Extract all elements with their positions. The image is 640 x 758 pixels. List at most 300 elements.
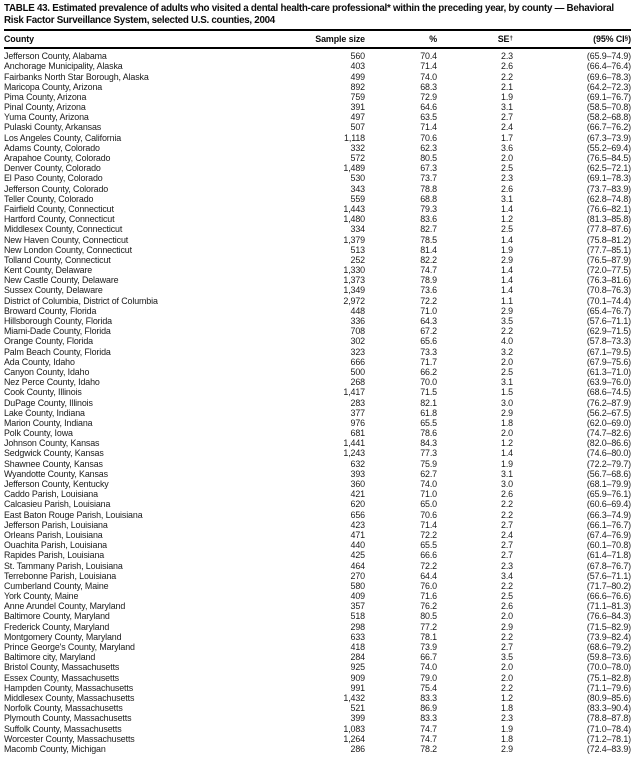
county-cell: New Haven County, Connecticut bbox=[4, 234, 129, 245]
sample-size-cell: 1,243 bbox=[343, 448, 365, 459]
county-cell: Terrebonne Parish, Louisiana bbox=[4, 570, 117, 581]
county-cell: Palm Beach County, Florida bbox=[4, 346, 111, 357]
table-header bbox=[4, 31, 631, 48]
county-cell: Middlesex County, Connecticut bbox=[4, 224, 123, 235]
ci-cell: (72.0–77.5) bbox=[586, 265, 631, 276]
se-cell: 1.1 bbox=[501, 295, 513, 306]
table-row bbox=[4, 540, 631, 550]
ci-cell: (72.4–83.9) bbox=[586, 743, 631, 754]
county-cell: Teller County, Colorado bbox=[4, 193, 94, 204]
col-header-ci-suffix: ) bbox=[628, 34, 631, 45]
percent-cell: 74.0 bbox=[420, 662, 437, 673]
percent-cell: 68.8 bbox=[420, 193, 437, 204]
ci-cell: (66.4–76.4) bbox=[586, 61, 631, 72]
sample-size-cell: 708 bbox=[350, 326, 365, 337]
county-cell: Miami-Dade County, Florida bbox=[4, 326, 111, 337]
se-cell: 2.9 bbox=[501, 621, 513, 632]
table-row bbox=[4, 652, 631, 662]
ci-cell: (58.2–68.8) bbox=[586, 112, 631, 123]
sample-size-cell: 448 bbox=[350, 305, 365, 316]
ci-cell: (75.1–82.8) bbox=[586, 672, 631, 683]
county-cell: Denver County, Colorado bbox=[4, 163, 101, 174]
county-cell: Orleans Parish, Louisiana bbox=[4, 529, 103, 540]
se-cell: 2.5 bbox=[501, 163, 513, 174]
ci-cell: (55.2–69.4) bbox=[586, 142, 631, 153]
county-cell: Adams County, Colorado bbox=[4, 142, 100, 153]
se-cell: 2.0 bbox=[501, 356, 513, 367]
se-cell: 2.0 bbox=[501, 153, 513, 164]
county-cell: Worcester County, Massachusetts bbox=[4, 733, 135, 744]
sample-size-cell: 632 bbox=[350, 458, 365, 469]
county-cell: New Castle County, Delaware bbox=[4, 275, 119, 286]
ci-cell: (73.9–82.4) bbox=[586, 631, 631, 642]
sample-size-cell: 499 bbox=[350, 71, 365, 82]
ci-cell: (76.6–82.1) bbox=[586, 203, 631, 214]
se-cell: 1.9 bbox=[501, 244, 513, 255]
ci-cell: (56.2–67.5) bbox=[586, 407, 631, 418]
se-cell: 3.2 bbox=[501, 346, 513, 357]
county-cell: Ada County, Idaho bbox=[4, 356, 75, 367]
ci-cell: (60.6–69.4) bbox=[586, 499, 631, 510]
percent-cell: 64.3 bbox=[420, 316, 437, 327]
sample-size-cell: 507 bbox=[350, 122, 365, 133]
col-header-ci bbox=[513, 31, 631, 48]
sample-size-cell: 518 bbox=[350, 611, 365, 622]
table-row bbox=[4, 275, 631, 285]
table-row bbox=[4, 122, 631, 132]
percent-cell: 72.2 bbox=[420, 529, 437, 540]
sample-size-cell: 666 bbox=[350, 356, 365, 367]
se-cell: 4.0 bbox=[501, 336, 513, 347]
table-row bbox=[4, 82, 631, 92]
sample-size-cell: 391 bbox=[350, 102, 365, 113]
table-body bbox=[4, 48, 631, 754]
ci-cell: (65.9–74.9) bbox=[586, 51, 631, 62]
county-cell: Rapides Parish, Louisiana bbox=[4, 550, 105, 561]
ci-cell: (62.8–74.8) bbox=[586, 193, 631, 204]
table-row bbox=[4, 316, 631, 326]
table-row bbox=[4, 673, 631, 683]
table-row bbox=[4, 245, 631, 255]
percent-cell: 71.4 bbox=[420, 122, 437, 133]
se-cell: 3.5 bbox=[501, 652, 513, 663]
ci-cell: (73.7–83.9) bbox=[586, 183, 631, 194]
county-cell: Montgomery County, Maryland bbox=[4, 631, 122, 642]
percent-cell: 65.6 bbox=[420, 336, 437, 347]
ci-cell: (56.7–68.6) bbox=[586, 468, 631, 479]
percent-cell: 73.3 bbox=[420, 346, 437, 357]
table-header-row bbox=[4, 31, 631, 48]
se-dagger-footnote-mark: † bbox=[509, 35, 513, 43]
se-cell: 1.4 bbox=[501, 448, 513, 459]
se-cell: 2.2 bbox=[501, 631, 513, 642]
sample-size-cell: 1,264 bbox=[343, 733, 365, 744]
se-cell: 2.9 bbox=[501, 407, 513, 418]
percent-cell: 66.2 bbox=[420, 366, 437, 377]
county-cell: Jefferson County, Alabama bbox=[4, 51, 107, 62]
se-cell: 2.3 bbox=[501, 51, 513, 62]
ci-cell: (69.1–78.3) bbox=[586, 173, 631, 184]
sample-size-cell: 334 bbox=[350, 224, 365, 235]
se-cell: 2.0 bbox=[501, 662, 513, 673]
county-cell: Bristol County, Massachusetts bbox=[4, 662, 120, 673]
se-cell: 1.2 bbox=[501, 438, 513, 449]
sample-size-cell: 284 bbox=[350, 652, 365, 663]
county-cell: Orange County, Florida bbox=[4, 336, 93, 347]
ci-cell: (66.6–76.6) bbox=[586, 591, 631, 602]
se-cell: 2.0 bbox=[501, 428, 513, 439]
table-row bbox=[4, 510, 631, 520]
county-cell: Sedgwick County, Kansas bbox=[4, 448, 104, 459]
sample-size-cell: 976 bbox=[350, 417, 365, 428]
percent-cell: 71.0 bbox=[420, 489, 437, 500]
ci-cell: (62.9–71.5) bbox=[586, 326, 631, 337]
table-row bbox=[4, 428, 631, 438]
col-header-county bbox=[4, 31, 269, 48]
table-row bbox=[4, 265, 631, 275]
county-cell: Cumberland County, Maine bbox=[4, 580, 109, 591]
sample-size-cell: 580 bbox=[350, 580, 365, 591]
ci-cell: (67.9–75.6) bbox=[586, 356, 631, 367]
se-cell: 1.4 bbox=[501, 203, 513, 214]
se-cell: 2.9 bbox=[501, 743, 513, 754]
sample-size-cell: 1,432 bbox=[343, 692, 365, 703]
county-cell: Nez Perce County, Idaho bbox=[4, 377, 100, 388]
sample-size-cell: 399 bbox=[350, 713, 365, 724]
table-row bbox=[4, 571, 631, 581]
sample-size-cell: 418 bbox=[350, 642, 365, 653]
county-cell: Essex County, Massachusetts bbox=[4, 672, 119, 683]
ci-cell: (61.3–71.0) bbox=[586, 366, 631, 377]
county-cell: Cook County, Illinois bbox=[4, 387, 82, 398]
sample-size-cell: 298 bbox=[350, 621, 365, 632]
sample-size-cell: 252 bbox=[350, 254, 365, 265]
county-cell: New London County, Connecticut bbox=[4, 244, 132, 255]
percent-cell: 74.0 bbox=[420, 479, 437, 490]
county-cell: Tolland County, Connecticut bbox=[4, 254, 111, 265]
percent-cell: 64.4 bbox=[420, 570, 437, 581]
percent-cell: 71.6 bbox=[420, 591, 437, 602]
county-cell: Ouachita Parish, Louisiana bbox=[4, 540, 107, 551]
ci-cell: (60.1–70.8) bbox=[586, 540, 631, 551]
ci-cell: (63.9–76.0) bbox=[586, 377, 631, 388]
col-header-se-label: SE bbox=[497, 34, 510, 45]
se-cell: 1.2 bbox=[501, 692, 513, 703]
county-cell: Shawnee County, Kansas bbox=[4, 458, 103, 469]
sample-size-cell: 393 bbox=[350, 468, 365, 479]
percent-cell: 65.5 bbox=[420, 417, 437, 428]
ci-cell: (62.0–69.0) bbox=[586, 417, 631, 428]
ci-cell: (69.6–78.3) bbox=[586, 71, 631, 82]
se-cell: 2.2 bbox=[501, 326, 513, 337]
sample-size-cell: 1,443 bbox=[343, 203, 365, 214]
sample-size-cell: 1,083 bbox=[343, 723, 365, 734]
table-row bbox=[4, 296, 631, 306]
table-row bbox=[4, 184, 631, 194]
county-cell: District of Columbia, District of Columbia bbox=[4, 295, 158, 306]
ci-cell: (57.6–71.1) bbox=[586, 316, 631, 327]
table-row bbox=[4, 520, 631, 530]
county-cell: El Paso County, Colorado bbox=[4, 173, 103, 184]
county-cell: Fairbanks North Star Borough, Alaska bbox=[4, 71, 149, 82]
table-row bbox=[4, 459, 631, 469]
se-cell: 1.4 bbox=[501, 234, 513, 245]
se-cell: 1.4 bbox=[501, 265, 513, 276]
ci-cell: (76.2–87.9) bbox=[586, 397, 631, 408]
se-cell: 2.0 bbox=[501, 672, 513, 683]
percent-cell: 70.0 bbox=[420, 377, 437, 388]
se-cell: 2.3 bbox=[501, 713, 513, 724]
ci-cell: (65.4–76.7) bbox=[586, 305, 631, 316]
col-header-county-label: County bbox=[4, 34, 34, 45]
table-row bbox=[4, 499, 631, 509]
table-row bbox=[4, 479, 631, 489]
county-cell: Jefferson County, Colorado bbox=[4, 183, 109, 194]
percent-cell: 72.2 bbox=[420, 295, 437, 306]
sample-size-cell: 530 bbox=[350, 173, 365, 184]
sample-size-cell: 464 bbox=[350, 560, 365, 571]
sample-size-cell: 357 bbox=[350, 601, 365, 612]
prevalence-table bbox=[4, 31, 631, 754]
col-header-sample-size bbox=[269, 31, 365, 48]
county-cell: Plymouth County, Massachusetts bbox=[4, 713, 132, 724]
se-cell: 2.7 bbox=[501, 540, 513, 551]
table-row bbox=[4, 347, 631, 357]
table-row bbox=[4, 336, 631, 346]
county-cell: Frederick County, Maryland bbox=[4, 621, 110, 632]
county-cell: Johnson County, Kansas bbox=[4, 438, 100, 449]
table-row bbox=[4, 408, 631, 418]
sample-size-cell: 1,379 bbox=[343, 234, 365, 245]
ci-cell: (71.5–82.9) bbox=[586, 621, 631, 632]
county-cell: Wyandotte County, Kansas bbox=[4, 468, 108, 479]
percent-cell: 82.7 bbox=[420, 224, 437, 235]
percent-cell: 67.3 bbox=[420, 163, 437, 174]
sample-size-cell: 423 bbox=[350, 519, 365, 530]
ci-cell: (69.1–76.7) bbox=[586, 91, 631, 102]
table-title: TABLE 43. Estimated prevalence of adults who visited a dental health-care professional* within the preceding year, by county — Behavioral Risk Factor Surveillance System, selected U.S. counties, 2004 bbox=[4, 3, 631, 31]
se-cell: 1.8 bbox=[501, 703, 513, 714]
se-cell: 2.2 bbox=[501, 499, 513, 510]
county-cell: St. Tammany Parish, Louisiana bbox=[4, 560, 123, 571]
table-row bbox=[4, 306, 631, 316]
table-row bbox=[4, 326, 631, 336]
ci-cell: (71.0–78.4) bbox=[586, 723, 631, 734]
percent-cell: 78.6 bbox=[420, 428, 437, 439]
percent-cell: 70.6 bbox=[420, 132, 437, 143]
sample-size-cell: 513 bbox=[350, 244, 365, 255]
county-cell: Jefferson County, Kentucky bbox=[4, 479, 109, 490]
table-row bbox=[4, 194, 631, 204]
table-row bbox=[4, 92, 631, 102]
county-cell: Canyon County, Idaho bbox=[4, 366, 90, 377]
table-row bbox=[4, 61, 631, 71]
percent-cell: 79.3 bbox=[420, 203, 437, 214]
county-cell: Maricopa County, Arizona bbox=[4, 81, 103, 92]
ci-cell: (67.8–76.7) bbox=[586, 560, 631, 571]
percent-cell: 82.2 bbox=[420, 254, 437, 265]
percent-cell: 70.4 bbox=[420, 51, 437, 62]
county-cell: Anchorage Municipality, Alaska bbox=[4, 61, 123, 72]
county-cell: Hillsborough County, Florida bbox=[4, 316, 112, 327]
sample-size-cell: 323 bbox=[350, 346, 365, 357]
table-row bbox=[4, 489, 631, 499]
sample-size-cell: 471 bbox=[350, 529, 365, 540]
se-cell: 2.4 bbox=[501, 122, 513, 133]
sample-size-cell: 425 bbox=[350, 550, 365, 561]
county-cell: Lake County, Indiana bbox=[4, 407, 85, 418]
percent-cell: 66.7 bbox=[420, 652, 437, 663]
county-cell: York County, Maine bbox=[4, 591, 79, 602]
ci-cell: (67.4–76.9) bbox=[586, 529, 631, 540]
table-row bbox=[4, 550, 631, 560]
sample-size-cell: 336 bbox=[350, 316, 365, 327]
se-cell: 2.6 bbox=[501, 489, 513, 500]
percent-cell: 83.3 bbox=[420, 692, 437, 703]
se-cell: 2.7 bbox=[501, 550, 513, 561]
percent-cell: 71.4 bbox=[420, 61, 437, 72]
county-cell: DuPage County, Illinois bbox=[4, 397, 93, 408]
percent-cell: 73.6 bbox=[420, 285, 437, 296]
table-row bbox=[4, 367, 631, 377]
se-cell: 3.0 bbox=[501, 397, 513, 408]
ci-cell: (70.1–74.4) bbox=[586, 295, 631, 306]
table-row bbox=[4, 642, 631, 652]
percent-cell: 65.0 bbox=[420, 499, 437, 510]
se-cell: 3.1 bbox=[501, 468, 513, 479]
ci-cell: (78.8–87.8) bbox=[586, 713, 631, 724]
table-row bbox=[4, 611, 631, 621]
sample-size-cell: 1,118 bbox=[344, 132, 365, 143]
sample-size-cell: 302 bbox=[350, 336, 365, 347]
sample-size-cell: 440 bbox=[350, 540, 365, 551]
se-cell: 2.2 bbox=[501, 71, 513, 82]
se-cell: 2.2 bbox=[501, 580, 513, 591]
table-row bbox=[4, 255, 631, 265]
county-cell: Pulaski County, Arkansas bbox=[4, 122, 102, 133]
se-cell: 2.5 bbox=[501, 366, 513, 377]
county-cell: East Baton Rouge Parish, Louisiana bbox=[4, 509, 143, 520]
ci-cell: (64.2–72.3) bbox=[586, 81, 631, 92]
se-cell: 3.4 bbox=[501, 570, 513, 581]
percent-cell: 78.2 bbox=[420, 743, 437, 754]
table-row bbox=[4, 622, 631, 632]
table-row bbox=[4, 632, 631, 642]
table-row bbox=[4, 734, 631, 744]
percent-cell: 71.7 bbox=[420, 356, 437, 367]
sample-size-cell: 1,441 bbox=[343, 438, 365, 449]
ci-cell: (76.5–87.9) bbox=[586, 254, 631, 265]
table-row bbox=[4, 234, 631, 244]
table-row bbox=[4, 591, 631, 601]
sample-size-cell: 521 bbox=[350, 703, 365, 714]
sample-size-cell: 1,373 bbox=[343, 275, 365, 286]
county-cell: Fairfield County, Connecticut bbox=[4, 203, 114, 214]
county-cell: Marion County, Indiana bbox=[4, 417, 93, 428]
table-row bbox=[4, 703, 631, 713]
ci-cell: (67.1–79.5) bbox=[586, 346, 631, 357]
ci-cell: (74.6–80.0) bbox=[586, 448, 631, 459]
sample-size-cell: 559 bbox=[350, 193, 365, 204]
percent-cell: 71.4 bbox=[420, 519, 437, 530]
ci-cell: (57.8–73.3) bbox=[586, 336, 631, 347]
sample-size-cell: 681 bbox=[350, 428, 365, 439]
table-row bbox=[4, 693, 631, 703]
sample-size-cell: 377 bbox=[350, 407, 365, 418]
ci-cell: (61.4–71.8) bbox=[586, 550, 631, 561]
se-cell: 2.0 bbox=[501, 611, 513, 622]
county-cell: Suffolk County, Massachusetts bbox=[4, 723, 122, 734]
percent-cell: 72.2 bbox=[420, 560, 437, 571]
table-row bbox=[4, 723, 631, 733]
table-row bbox=[4, 377, 631, 387]
table-row bbox=[4, 143, 631, 153]
ci-cell: (66.1–76.7) bbox=[586, 519, 631, 530]
table-row bbox=[4, 438, 631, 448]
sample-size-cell: 620 bbox=[350, 499, 365, 510]
ci-cell: (70.8–76.3) bbox=[586, 285, 631, 296]
sample-size-cell: 268 bbox=[350, 377, 365, 388]
county-cell: Jefferson Parish, Louisiana bbox=[4, 519, 108, 530]
sample-size-cell: 283 bbox=[350, 397, 365, 408]
percent-cell: 73.7 bbox=[420, 173, 437, 184]
sample-size-cell: 360 bbox=[350, 479, 365, 490]
county-cell: Macomb County, Michigan bbox=[4, 743, 106, 754]
ci-cell: (68.6–74.5) bbox=[586, 387, 631, 398]
percent-cell: 79.0 bbox=[420, 672, 437, 683]
percent-cell: 71.5 bbox=[420, 387, 437, 398]
ci-cell: (58.5–70.8) bbox=[586, 102, 631, 113]
table-row bbox=[4, 71, 631, 81]
percent-cell: 68.3 bbox=[420, 81, 437, 92]
table-row bbox=[4, 153, 631, 163]
percent-cell: 74.7 bbox=[420, 733, 437, 744]
ci-cell: (77.8–87.6) bbox=[586, 224, 631, 235]
se-cell: 3.1 bbox=[501, 193, 513, 204]
percent-cell: 80.5 bbox=[420, 611, 437, 622]
county-cell: Polk County, Iowa bbox=[4, 428, 73, 439]
percent-cell: 67.2 bbox=[420, 326, 437, 337]
col-header-percent bbox=[365, 31, 437, 48]
se-cell: 1.8 bbox=[501, 733, 513, 744]
ci-cell: (77.7–85.1) bbox=[586, 244, 631, 255]
ci-cell: (67.3–73.9) bbox=[586, 132, 631, 143]
se-cell: 3.0 bbox=[501, 479, 513, 490]
sample-size-cell: 409 bbox=[350, 591, 365, 602]
se-cell: 2.6 bbox=[501, 61, 513, 72]
sample-size-cell: 1,480 bbox=[343, 214, 365, 225]
se-cell: 2.1 bbox=[501, 81, 513, 92]
table-row bbox=[4, 214, 631, 224]
sample-size-cell: 343 bbox=[350, 183, 365, 194]
ci-cell: (65.9–76.1) bbox=[586, 489, 631, 500]
table-row bbox=[4, 418, 631, 428]
county-cell: Caddo Parish, Louisiana bbox=[4, 489, 98, 500]
percent-cell: 62.7 bbox=[420, 468, 437, 479]
sample-size-cell: 332 bbox=[350, 142, 365, 153]
se-cell: 2.3 bbox=[501, 560, 513, 571]
ci-cell: (71.2–78.1) bbox=[586, 733, 631, 744]
table-row bbox=[4, 357, 631, 367]
col-header-percent-label: % bbox=[429, 34, 437, 45]
sample-size-cell: 270 bbox=[350, 570, 365, 581]
percent-cell: 76.2 bbox=[420, 601, 437, 612]
se-cell: 3.6 bbox=[501, 142, 513, 153]
percent-cell: 74.7 bbox=[420, 723, 437, 734]
county-cell: Middlesex County, Massachusetts bbox=[4, 692, 135, 703]
percent-cell: 81.4 bbox=[420, 244, 437, 255]
county-cell: Anne Arundel County, Maryland bbox=[4, 601, 126, 612]
